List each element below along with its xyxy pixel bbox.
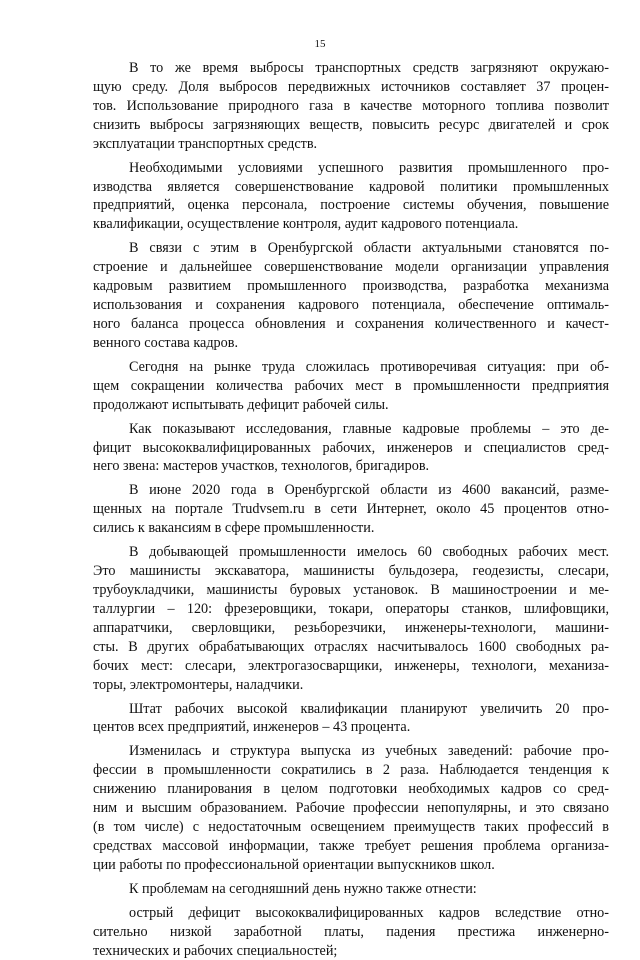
text-line: В добывающей промышленности имелось 60 свободных рабочих мест. xyxy=(129,544,609,561)
text-line: использования и сохранения кадрового потенциала, обеспечение оптималь- xyxy=(93,297,609,314)
text-line: него звена: мастеров участков, технологов, бригадиров. xyxy=(93,458,430,475)
text-line: снизить выбросы загрязняющих веществ, повысить ресурс двигателей и срок xyxy=(93,116,609,133)
document-body xyxy=(93,59,609,960)
text-line: (в том числе) с недостаточным освещением преимуществ таких профессий в xyxy=(93,819,609,836)
text-line: В июне 2020 года в Оренбургской области из 4600 вакансий, разме- xyxy=(129,482,609,499)
text-line: кадровым развитием промышленного производства, разработка механизма xyxy=(93,278,609,295)
text-line: фессии в промышленности сократились в 2 раза. Наблюдается тенденция к xyxy=(93,762,609,779)
text-line: Это машинисты экскаватора, машинисты бульдозера, геодезисты, слесари, xyxy=(93,563,609,580)
text-line: щенных на портале Trudvsem.ru в сети Интернет, около 45 процентов отно- xyxy=(93,501,609,518)
text-line: сты. В других обрабатывающих отраслях насчитывалось 1600 свободных ра- xyxy=(93,638,609,655)
text-line: К проблемам на сегодняшний день нужно также отнести: xyxy=(129,880,477,897)
text-line: средствах массовой информации, также требует решения проблема организа- xyxy=(93,837,609,854)
text-line: строение и дальнейшее совершенствование модели организации управления xyxy=(93,259,609,276)
paragraph xyxy=(93,700,609,738)
text-line: Необходимыми условиями успешного развития промышленного про- xyxy=(129,159,609,176)
paragraph xyxy=(93,358,609,415)
text-line: В то же время выбросы транспортных средств загрязняют окружаю- xyxy=(129,60,609,76)
text-line: В связи с этим в Оренбургской области актуальными становятся по- xyxy=(129,240,609,257)
paragraph xyxy=(93,159,609,235)
text-line: таллургии – 120: фрезеровщики, токари, операторы станков, шлифовщики, xyxy=(93,600,609,617)
paragraph xyxy=(93,543,609,694)
text-line: изводства является совершенствование кадровой политики промышленных xyxy=(93,178,609,195)
text-line: предприятий, оценка персонала, построение системы обучения, повышение xyxy=(93,197,609,214)
text-line: ного баланса процесса обновления и сохранения количественного и качест- xyxy=(93,315,609,332)
text-line: Изменилась и структура выпуска из учебных заведений: рабочие про- xyxy=(129,743,609,760)
text-line: центов всех предприятий, инженеров – 43 процента. xyxy=(93,719,411,736)
text-line: продолжают испытывать дефицит рабочей силы. xyxy=(93,396,389,413)
paragraph xyxy=(93,59,609,154)
text-line: Сегодня на рынке труда сложилась противоречивая ситуация: при об- xyxy=(129,358,609,375)
paragraph xyxy=(93,481,609,538)
text-line: Как показывают исследования, главные кадровые проблемы – это де- xyxy=(129,420,609,437)
paragraph xyxy=(93,880,609,899)
text-line: сились к вакансиям в сфере промышленности. xyxy=(93,520,375,537)
page-number: 15 xyxy=(314,38,326,50)
text-line: снижению планирования в целом подготовки необходимых кадров со сред- xyxy=(93,781,609,798)
text-line: щем сокращении количества рабочих мест в промышленности предприятия xyxy=(93,377,609,394)
text-line: квалификации, осуществление контроля, аудит кадрового потенциала. xyxy=(93,216,519,233)
paragraph xyxy=(93,742,609,874)
paragraph xyxy=(93,420,609,477)
text-line: щую среду. Доля выбросов передвижных источников составляет 37 процен- xyxy=(93,78,609,95)
text-line: эксплуатации транспортных средств. xyxy=(93,135,318,152)
text-line: бочих мест: слесари, электрогазосварщики, инженеры, технологи, механиза- xyxy=(93,657,609,674)
text-line: Штат рабочих высокой квалификации планируют увеличить 20 про- xyxy=(129,700,609,717)
paragraph xyxy=(93,239,609,353)
text-line: трубоукладчики, машинисты буровых установок. В машиностроении и ме- xyxy=(93,581,609,598)
text-line: фицит высококвалифицированных рабочих, инженеров и специалистов сред- xyxy=(93,439,609,456)
text-line: тов. Использование природного газа в качестве моторного топлива позволит xyxy=(93,97,609,114)
text-line: торы, электромонтеры, наладчики. xyxy=(93,676,304,693)
text-line: аппаратчики, сверловщики, резьборезчики, инженеры-технологи, машини- xyxy=(93,619,609,636)
text-line: острый дефицит высококвалифицированных кадров вследствие отно- xyxy=(129,904,609,921)
text-line: венного состава кадров. xyxy=(93,334,238,351)
paragraph xyxy=(93,904,609,960)
text-line: ции работы по профессиональной ориентации выпускников школ. xyxy=(93,856,495,873)
text-line: технических и рабочих специальностей; xyxy=(93,942,338,959)
text-line: сительно низкой заработной платы, падения престижа инженерно- xyxy=(93,923,609,940)
text-line: ним и высшим образованием. Рабочие профессии непопулярны, и это связано xyxy=(93,800,609,817)
